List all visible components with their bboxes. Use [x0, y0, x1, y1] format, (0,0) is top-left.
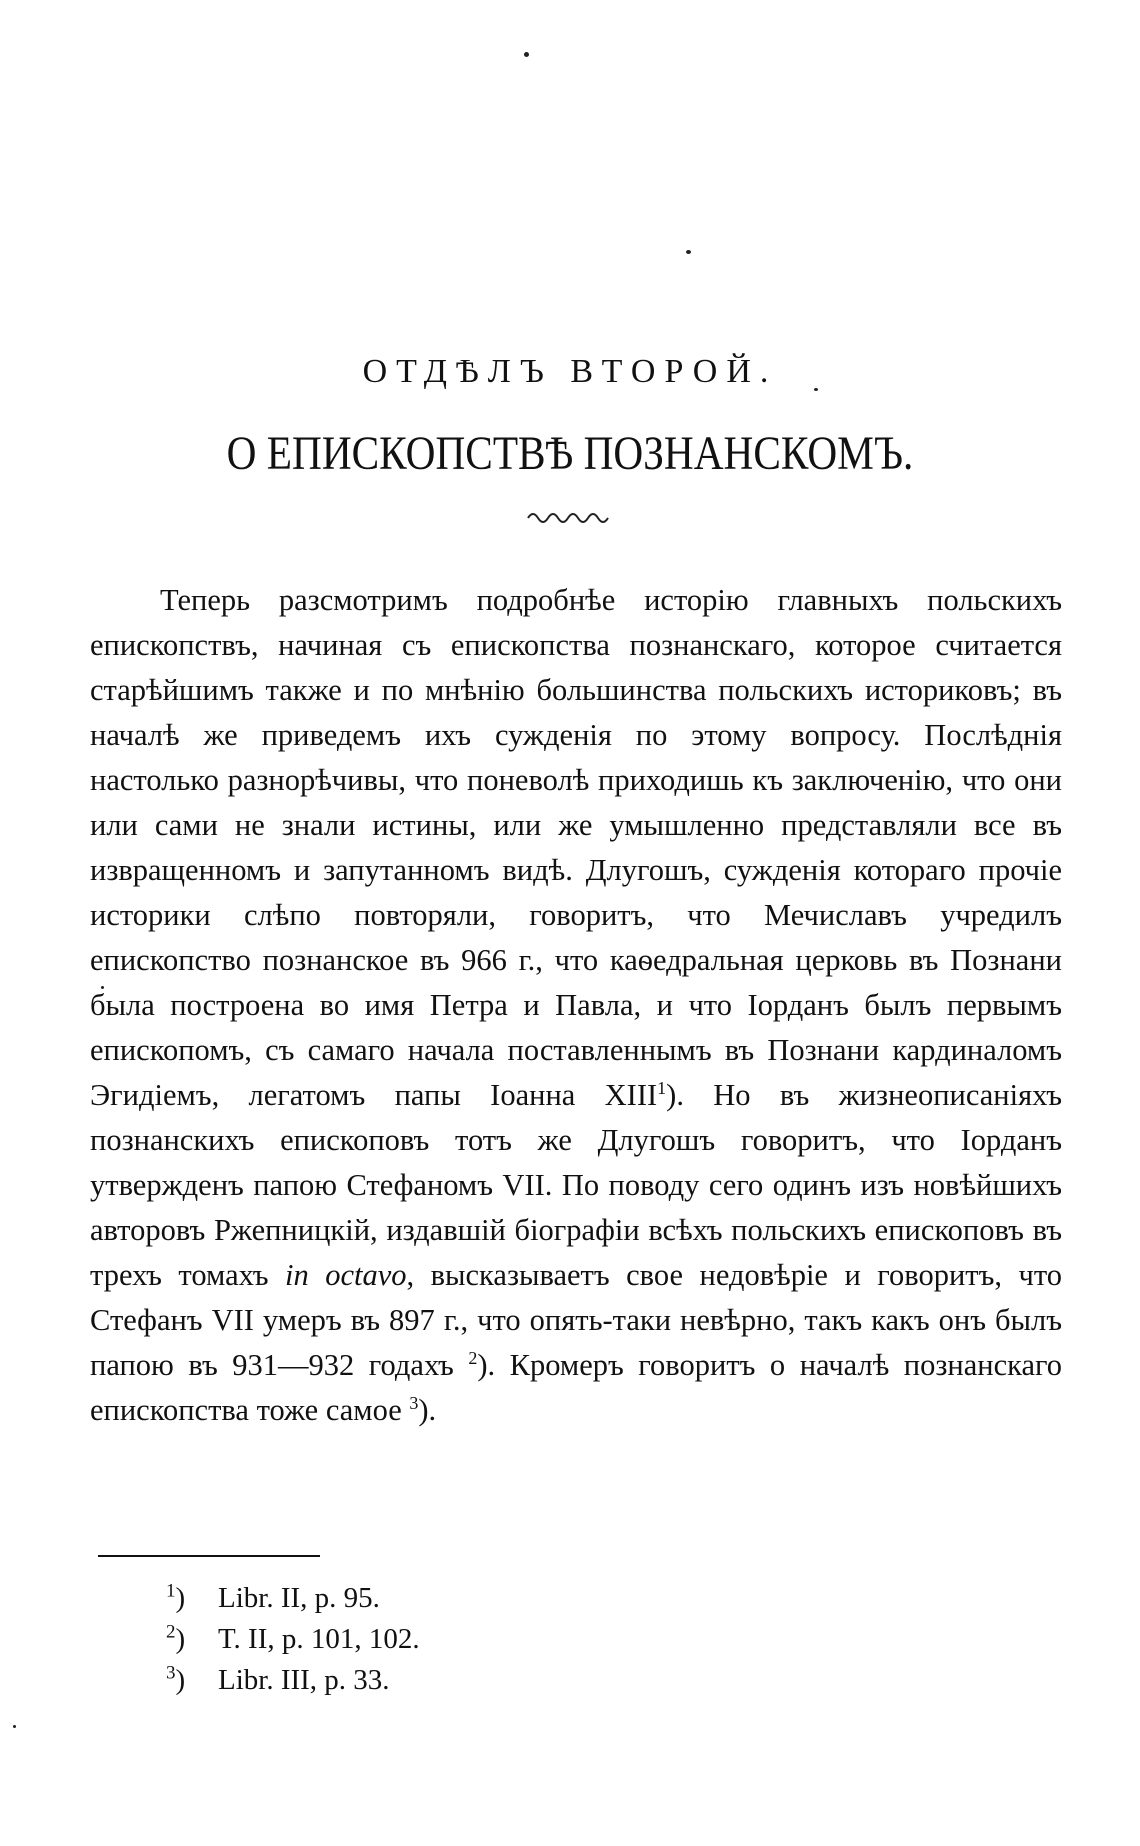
body-text-5: ).	[418, 1393, 437, 1427]
footnote-ref-1[interactable]: 1	[657, 1077, 667, 1098]
footnote-text: T. II, p. 101, 102.	[218, 1623, 420, 1655]
footnote-text: Libr. III, p. 33.	[218, 1664, 390, 1696]
body-text-3: , высказываетъ свое недовѣріе и говоритъ, что Стефанъ VII умеръ въ 897 г., что опять-таки невѣрно, такъ какъ онъ былъ папою въ 931—932 годахъ	[90, 1258, 1062, 1382]
ink-speck	[686, 250, 691, 254]
section-label: ОТДѢЛЪ ВТОРОЙ.	[362, 353, 778, 390]
latin-phrase: in octavo	[285, 1258, 407, 1292]
footnote-ref-2[interactable]: 2	[468, 1347, 478, 1368]
footnote-mark: $^1$)	[166, 1580, 186, 1614]
body-text-1: Теперь разсмотримъ подробнѣе исторію главныхъ польскихъ епископствъ, начиная съ епископства познанскаго, которое считается старѣйшимъ также и по мнѣнію большинства польскихъ историковъ; въ началѣ же приведемъ ихъ сужденія по этому вопросу. Послѣднія настолько разнорѣчивы, что поневолѣ приходишь къ заключенію, что они или сами не знали истины, или же умышленно представляли все въ извращенномъ и запутанномъ видѣ. Длугошъ, сужденія котораго прочіе историки слѣпо повторяли, говоритъ, что Мечиславъ учредилъ епископство познанское въ 966 г., что каѳедральная церковь въ Познани была построена во имя Петра и Павла, и что Іорданъ былъ первымъ епископомъ, съ самаго начала поставленнымъ въ Познани кардиналомъ Эгидіемъ, легатомъ папы Іоанна XIII	[90, 583, 1062, 1112]
ink-speck	[13, 1725, 16, 1728]
footnote-text: Libr. II, p. 95.	[218, 1582, 380, 1614]
footnote-ref-3[interactable]: 3	[409, 1392, 419, 1413]
section-title: О ЕПИСКОПСТВѢ ПОЗНАНСКОМЪ.	[226, 427, 914, 480]
footnotes	[166, 1578, 866, 1701]
body-text-4: ). Кромеръ говоритъ о началѣ познанскаго епископства тоже самое	[90, 1348, 1063, 1427]
footnote-item	[166, 1660, 866, 1701]
chapter-heading	[90, 352, 1050, 526]
footnote-mark: $^3$)	[166, 1662, 186, 1696]
footnote-item	[166, 1619, 866, 1660]
body-text-2: ). Но въ жизнеописаніяхъ познанскихъ епископовъ тотъ же Длугошъ говоритъ, что Іорданъ утвержденъ папою Стефаномъ VII. По поводу сего одинъ изъ новѣйшихъ авторовъ Ржепницкій, издавшій біографіи всѣхъ польскихъ епископовъ въ трехъ томахъ	[90, 1078, 1062, 1292]
footnote-divider	[98, 1555, 320, 1557]
body-paragraph	[90, 578, 1062, 1433]
footnote-item	[166, 1578, 866, 1619]
ink-speck	[524, 52, 529, 57]
footnote-mark: $^2$)	[166, 1621, 186, 1655]
wavy-ornament-icon	[525, 506, 615, 526]
